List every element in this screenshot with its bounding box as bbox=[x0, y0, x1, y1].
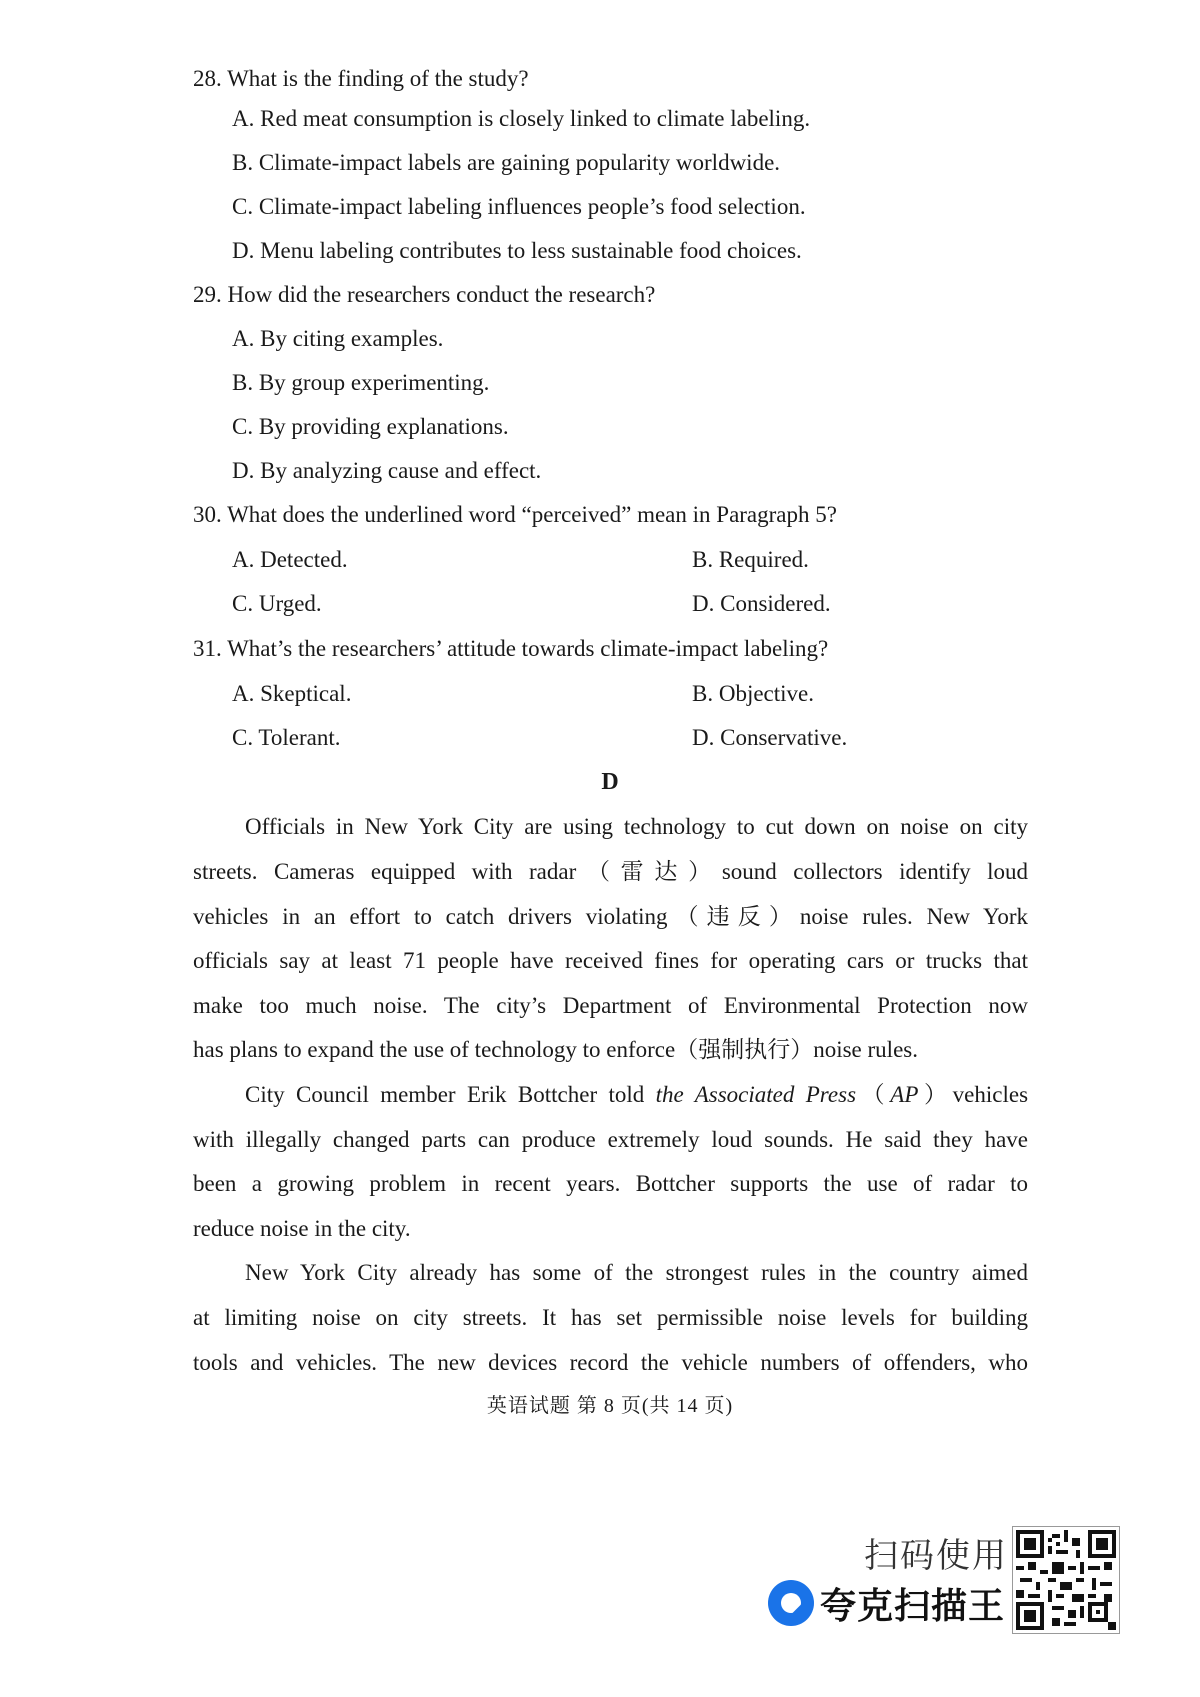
passage-line: officials say at least 71 people have received fines for operating cars or trucks that bbox=[193, 948, 1028, 973]
scanner-brand bbox=[768, 1578, 1005, 1628]
scan-prompt-text: 扫码使用 bbox=[864, 1536, 1008, 1576]
paren-open: （ bbox=[856, 1082, 891, 1107]
passage-line: tools and vehicles. The new devices record the vehicle numbers of offenders, who bbox=[193, 1350, 1028, 1375]
passage-line: Officials in New York City are using technology to cut down on noise on city bbox=[245, 814, 1028, 839]
question-28-stem: 28. What is the finding of the study? bbox=[193, 66, 529, 91]
question-30-option-b: B. Required. bbox=[692, 547, 809, 572]
passage-text: City Council member Erik Bottcher told bbox=[245, 1082, 645, 1107]
question-29-option-a: A. By citing examples. bbox=[232, 326, 444, 351]
passage-line: vehicles in an effort to catch drivers violating（违反）noise rules. New York bbox=[193, 904, 1028, 929]
passage-line: reduce noise in the city. bbox=[193, 1216, 411, 1241]
passage-line-mixed bbox=[245, 1080, 1028, 1110]
brand-logo-icon bbox=[768, 1580, 814, 1626]
passage-line: with illegally changed parts can produce extremely loud sounds. He said they have bbox=[193, 1127, 1028, 1152]
section-heading: D bbox=[601, 769, 619, 795]
qr-code-icon[interactable] bbox=[1012, 1526, 1120, 1634]
page-footer: 英语试题 第 8 页(共 14 页) bbox=[486, 1395, 734, 1417]
question-29-option-d: D. By analyzing cause and effect. bbox=[232, 458, 542, 483]
question-31-option-b: B. Objective. bbox=[692, 681, 814, 706]
passage-line: make too much noise. The city’s Department of Environmental Protection now bbox=[193, 993, 1028, 1018]
question-31-option-a: A. Skeptical. bbox=[232, 681, 352, 706]
passage-line: streets. Cameras equipped with radar（雷达）sound collectors identify loud bbox=[193, 859, 1028, 884]
question-30-option-a: A. Detected. bbox=[232, 547, 348, 572]
question-30-option-d: D. Considered. bbox=[692, 591, 831, 616]
question-28-option-b: B. Climate-impact labels are gaining popularity worldwide. bbox=[232, 150, 781, 175]
passage-text: ）vehicles bbox=[918, 1082, 1029, 1107]
passage-line: been a growing problem in recent years. Bottcher supports the use of radar to bbox=[193, 1171, 1028, 1196]
publication-abbrev: AP bbox=[890, 1082, 919, 1107]
question-29-option-c: C. By providing explanations. bbox=[232, 414, 509, 439]
question-29-option-b: B. By group experimenting. bbox=[232, 370, 490, 395]
publication-name: the Associated Press bbox=[655, 1082, 857, 1107]
question-28-option-a: A. Red meat consumption is closely linked to climate labeling. bbox=[232, 106, 811, 131]
passage-line: at limiting noise on city streets. It has set permissible noise levels for building bbox=[193, 1305, 1028, 1330]
question-31-option-d: D. Conservative. bbox=[692, 725, 848, 750]
question-28-option-c: C. Climate-impact labeling influences people’s food selection. bbox=[232, 194, 806, 219]
question-31-stem: 31. What’s the researchers’ attitude towards climate-impact labeling? bbox=[193, 636, 829, 661]
question-30-option-c: C. Urged. bbox=[232, 591, 322, 616]
question-31-option-c: C. Tolerant. bbox=[232, 725, 341, 750]
passage-line: New York City already has some of the strongest rules in the country aimed bbox=[245, 1260, 1028, 1285]
brand-name: 夸克扫描王 bbox=[820, 1585, 1006, 1627]
question-28-option-d: D. Menu labeling contributes to less sustainable food choices. bbox=[232, 238, 802, 263]
passage-line: has plans to expand the use of technology to enforce（强制执行）noise rules. bbox=[193, 1037, 918, 1062]
question-29-stem: 29. How did the researchers conduct the research? bbox=[193, 282, 656, 307]
question-30-stem: 30. What does the underlined word “perceived” mean in Paragraph 5? bbox=[193, 502, 837, 527]
